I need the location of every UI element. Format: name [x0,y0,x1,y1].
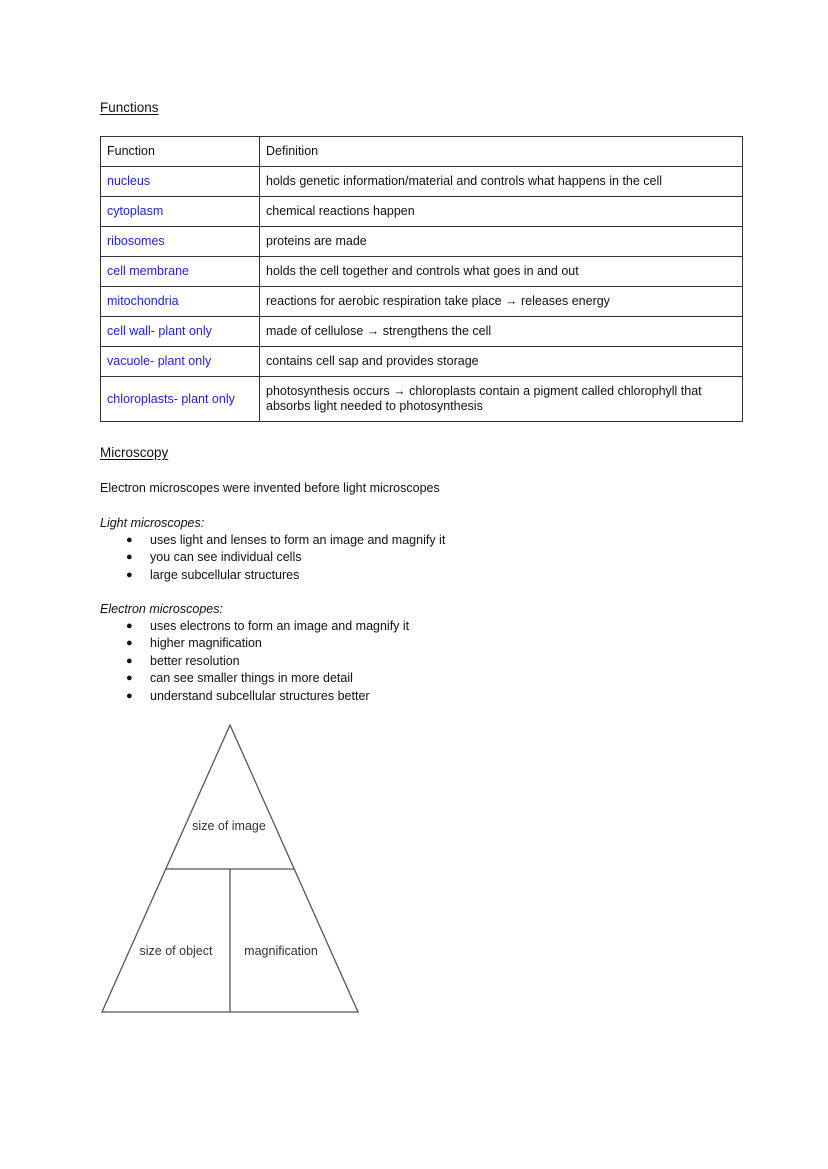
light-microscopes-label: Light microscopes: [100,516,205,530]
bullet-icon: ● [126,637,133,650]
list-item-text: you can see individual cells [150,550,302,565]
list-item-text: large subcellular structures [150,567,300,582]
definition-cell: photosynthesis occurs → chloroplasts contain a pigment called chlorophyll that absorbs light needed to photosynthesis [260,377,743,422]
triangle-label-size-of-object: size of object [139,944,213,958]
function-cell: cell wall- plant only [101,317,260,347]
microscopy-heading: Microscopy [100,445,169,460]
function-cell: ribosomes [101,227,260,257]
triangle-label-size-of-image: size of image [192,819,266,833]
bullet-icon: ● [126,620,133,632]
function-cell: chloroplasts- plant only [101,377,260,422]
list-item-text: better resolution [150,653,240,668]
bullet-icon: ● [126,551,133,564]
function-cell: nucleus [101,167,260,197]
header-function: Function [101,137,260,167]
triangle-label-magnification: magnification [244,944,318,958]
bullet-icon: ● [126,689,133,702]
list-item-text: uses light and lenses to form an image and magnify it [150,533,446,547]
list-item-text: can see smaller things in more detail [150,671,353,686]
bullet-icon: ● [126,534,133,546]
function-cell: cell membrane [101,257,260,287]
definition-cell: contains cell sap and provides storage [260,347,743,377]
definition-cell: proteins are made [260,227,743,257]
definition-cell: holds the cell together and controls what goes in and out [260,257,743,287]
header-definition: Definition [260,137,743,167]
list-item-text: higher magnification [150,636,262,651]
function-cell: cytoplasm [101,197,260,227]
bullet-icon: ● [126,672,133,685]
function-cell: vacuole- plant only [101,347,260,377]
definition-cell: holds genetic information/material and controls what happens in the cell [260,167,743,197]
definition-cell: reactions for aerobic respiration take place → releases energy [260,287,743,317]
electron-microscopes-label: Electron microscopes: [100,602,223,616]
bullet-icon: ● [126,654,133,667]
list-item-text: uses electrons to form an image and magnify it [150,619,410,633]
bullet-icon: ● [126,568,133,581]
list-item-text: understand subcellular structures better [150,688,370,703]
definition-cell: made of cellulose → strengthens the cell [260,317,743,347]
functions-heading: Functions [100,100,159,115]
definition-cell: chemical reactions happen [260,197,743,227]
microscopy-intro: Electron microscopes were invented before light microscopes [100,481,440,495]
function-cell: mitochondria [101,287,260,317]
